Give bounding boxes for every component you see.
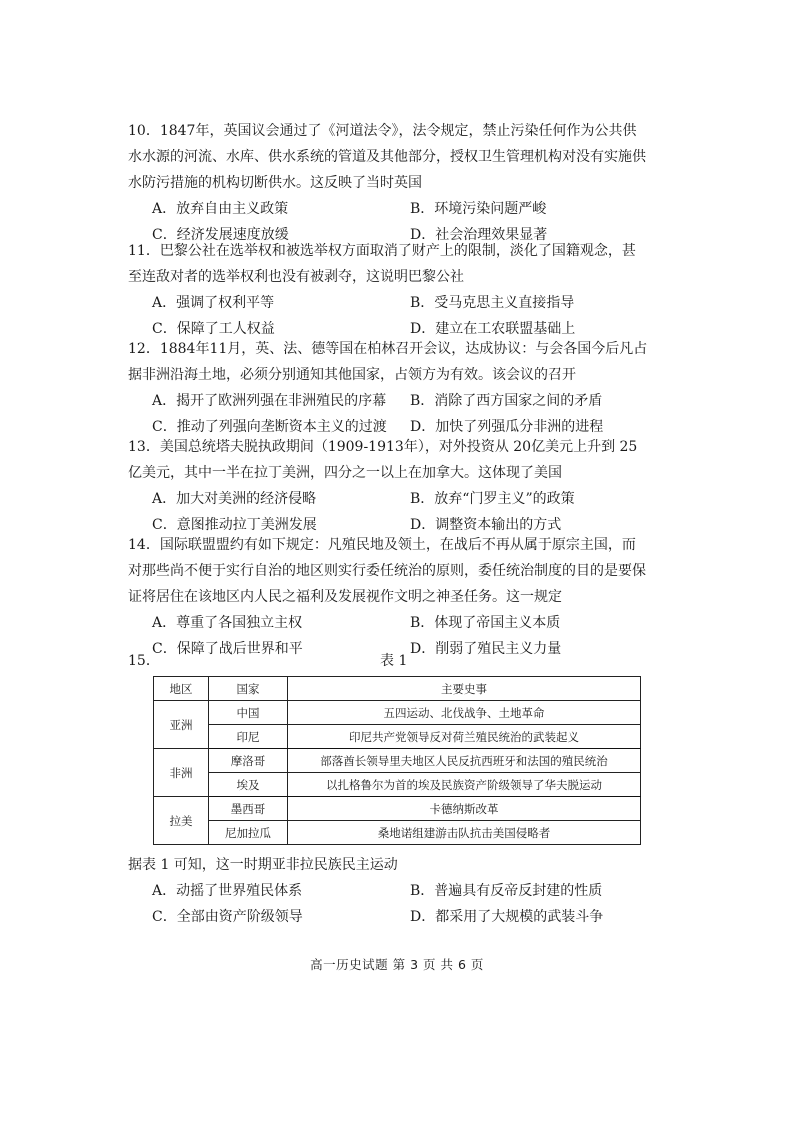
event-cell: 部落酋长领导里夫地区人民反抗西班牙和法国的殖民统治 [288, 749, 641, 773]
table-row [154, 821, 641, 845]
option-d: D．建立在工农联盟基础上 [410, 321, 576, 337]
event-cell: 五四运动、北伐战争、土地革命 [288, 701, 641, 725]
country-cell: 埃及 [209, 773, 288, 797]
question-number: 11． [128, 243, 160, 259]
question-15 [128, 852, 648, 930]
options [128, 878, 648, 930]
question-14 [128, 532, 648, 662]
country-cell: 墨西哥 [209, 797, 288, 821]
header-country: 国家 [209, 677, 288, 701]
question-12 [128, 336, 648, 440]
table-row [154, 701, 641, 725]
question-13 [128, 434, 648, 538]
question-11 [128, 238, 648, 342]
history-table [153, 676, 641, 845]
question-number: 14． [128, 537, 160, 553]
question-number: 12． [128, 341, 160, 357]
option-c: C．全部由资产阶级领导 [152, 909, 303, 925]
question-stem: 1884年11月，英、法、德等国在柏林召开会议，达成协议：与会各国今后凡占据非洲沿海土地，必须分别通知其他国家，占领方为有效。该会议的召开 [128, 341, 648, 383]
question-10 [128, 118, 648, 248]
event-cell: 卡德纳斯改革 [288, 797, 641, 821]
option-a: A．加大对美洲的经济侵略 [152, 491, 317, 507]
country-cell: 印尼 [209, 725, 288, 749]
region-cell: 亚洲 [154, 701, 209, 749]
option-b: B．普遍具有反帝反封建的性质 [410, 883, 603, 899]
event-cell: 桑地诺组建游击队抗击美国侵略者 [288, 821, 641, 845]
country-cell: 中国 [209, 701, 288, 725]
option-d: D．社会治理效果显著 [410, 227, 548, 243]
table-row [154, 773, 641, 797]
question-stem: 据表 1 可知，这一时期亚非拉民族民主运动 [128, 857, 398, 873]
question-number: 10． [128, 123, 160, 139]
option-a: A．尊重了各国独立主权 [152, 615, 303, 631]
option-c: C．保障了战后世界和平 [152, 641, 303, 657]
option-d: D．加快了列强瓜分非洲的进程 [410, 419, 604, 435]
option-a: A．强调了权利平等 [152, 295, 275, 311]
country-cell: 摩洛哥 [209, 749, 288, 773]
option-a: A．揭开了欧洲列强在非洲殖民的序幕 [152, 393, 387, 409]
option-d: D．都采用了大规模的武装斗争 [410, 909, 604, 925]
table-row [154, 749, 641, 773]
option-b: B．消除了西方国家之间的矛盾 [410, 393, 603, 409]
option-d: D．调整资本输出的方式 [410, 517, 562, 533]
options [128, 388, 648, 440]
question-stem: 巴黎公社在选举权和被选举权方面取消了财产上的限制，淡化了国籍观念，甚至连敌对者的选举权利也没有被剥夺，这说明巴黎公社 [128, 243, 636, 285]
table-title: 表 1 [380, 653, 408, 669]
options [128, 486, 648, 538]
question-number: 13． [128, 439, 160, 455]
options [128, 290, 648, 342]
option-b: B．放弃“门罗主义”的政策 [410, 491, 575, 507]
header-event: 主要史事 [288, 677, 641, 701]
option-c: C．保障了工人权益 [152, 321, 275, 337]
option-b: B．体现了帝国主义本质 [410, 615, 561, 631]
country-cell: 尼加拉瓜 [209, 821, 288, 845]
option-c: C．意图推动拉丁美洲发展 [152, 517, 317, 533]
option-b: B．受马克思主义直接指导 [410, 295, 575, 311]
question-stem: 国际联盟盟约有如下规定：凡殖民地及领土，在战后不再从属于原宗主国，而对那些尚不便于实行自治的地区则实行委任统治的原则，委任统治制度的目的是要保证将居住在该地区内人民之福利及发展视作文明之神圣任务。这一规定 [128, 537, 646, 605]
option-d: D．削弱了殖民主义力量 [410, 641, 562, 657]
question-stem: 美国总统塔夫脱执政期间（1909-1913年），对外投资从 20亿美元上升到 25亿美元，其中一半在拉丁美洲，四分之一以上在加拿大。这体现了美国 [128, 439, 638, 481]
question-15-number: 15． [128, 653, 160, 669]
header-region: 地区 [154, 677, 209, 701]
option-c: C．经济发展速度放缓 [152, 227, 289, 243]
table-row [154, 797, 641, 821]
event-cell: 印尼共产党领导反对荷兰殖民统治的武装起义 [288, 725, 641, 749]
question-stem: 1847年，英国议会通过了《河道法令》，法令规定，禁止污染任何作为公共供水水源的河流、水库、供水系统的管道及其他部分，授权卫生管理机构对没有实施供水防污措施的机构切断供水。这反映了当时英国 [128, 123, 646, 191]
region-cell: 非洲 [154, 749, 209, 797]
option-b: B．环境污染问题严峻 [410, 201, 547, 217]
option-c: C．推动了列强向垄断资本主义的过渡 [152, 419, 387, 435]
event-cell: 以扎格鲁尔为首的埃及民族资产阶级领导了华夫脱运动 [288, 773, 641, 797]
option-a: A．动摇了世界殖民体系 [152, 883, 303, 899]
region-cell: 拉美 [154, 797, 209, 845]
table-row [154, 725, 641, 749]
page-footer: 高一历史试题 第 3 页 共 6 页 [310, 957, 484, 972]
option-a: A．放弃自由主义政策 [152, 201, 289, 217]
table-header-row [154, 677, 641, 701]
